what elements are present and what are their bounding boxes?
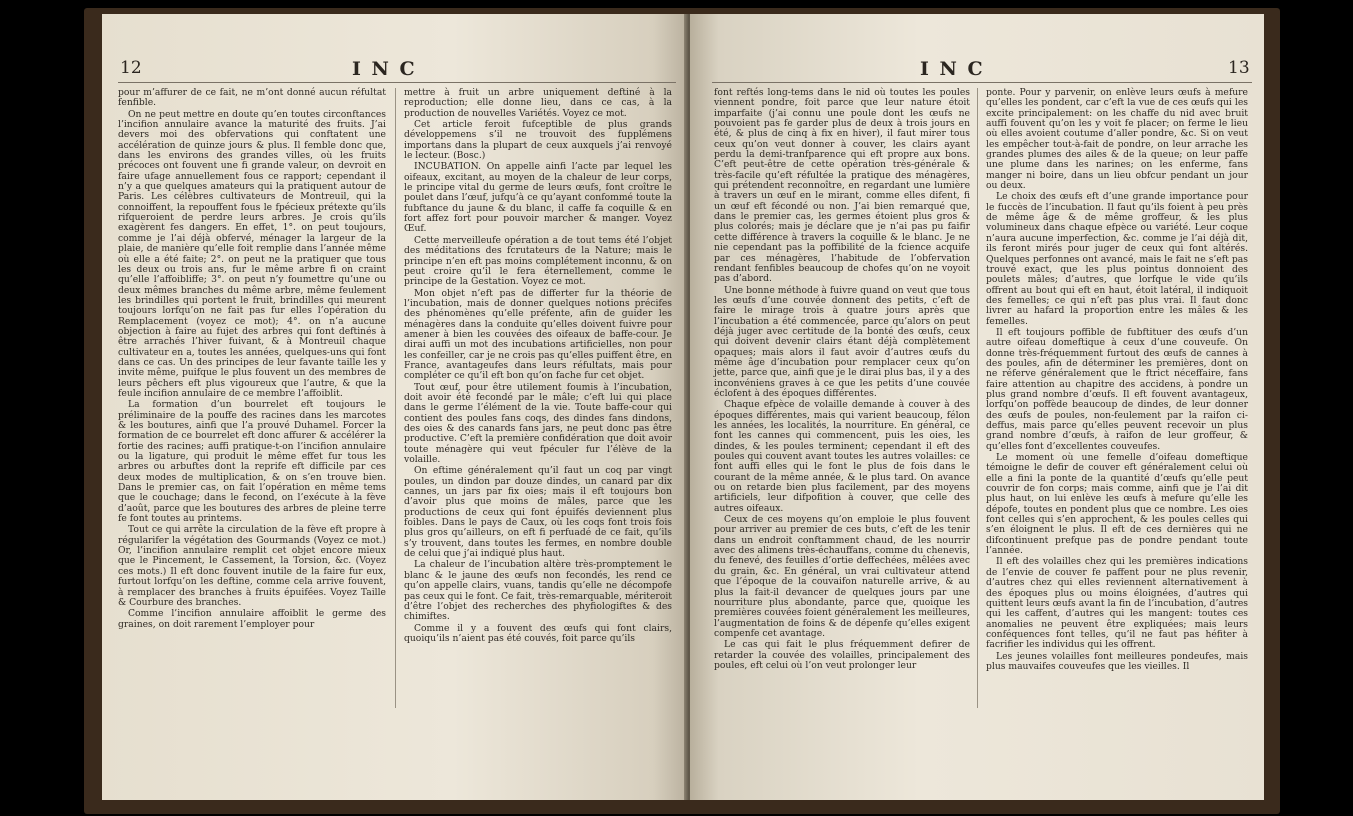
paragraph: Tout œuf, pour être utilement foumis à l’incubation, doit avoir été fecondé par le mâle; c’eft lui qui place dans le germe l’élément de la vie. Toute baffe-cour qui contient des poules fans coqs, des dindes fans dindons, des oies & des canards fans jars, ne peut donc pas être productive. C’eft la première confidération que doit avoir toute ménagère qui veut fpéculer fur l’élève de la volaille. [404,381,672,466]
paragraph: Tout ce qui arrête la circulation de la fève eft propre à régularifer la végétation des Gourmands (Voyez ce mot.) Or, l’incifion annulaire remplit cet objet encore mieux que le Pincement, le Cassement, la Torsion, &c. (Voyez ces mots.) Il eft donc fouvent inutile de la faire fur eux, furtout lorfqu’on les deftine, comme cela arrive fouvent, à remplacer des branches à fruits épuifées. Voyez Taille & Courbure des branches. [118,524,386,608]
paragraph: Ceux de ces moyens qu’on emploie le plus fouvent pour arriver au premier de ces buts, c’eft de les tenir dans un endroit conftamment chaud, de les nourrir avec des alimens très-échauffans, comme du chenevis, du fenevé, des feuilles d’ortie deffechées, mêlées avec du grain, &c. En général, un vrai cultivateur attend que l’époque de la couvaifon naturelle arrive, & au plus la fait-il devancer de quelques jours par une nourriture plus abondante, parce que, quoique les premières couvées foient généralement les meilleures, l’augmentation de foins & de dépenfe qu’elles exigent compenfe cet avantage. [714,514,970,639]
left-header-rule [118,82,676,83]
paragraph: Comme il y a fouvent des œufs qui font clairs, quoiqu’ils n’aient pas été couvés, foit parce qu’ils [404,622,672,644]
paragraph: On eftime généralement qu’il faut un coq par vingt poules, un dindon par douze dindes, un canard par dix cannes, un jars par fix oies; mais il eft toujours bon d’avoir plus que moins de mâles, parce que les productions de ceux qui font épuifés deviennent plus foibles. Dans le pays de Caux, où les coqs font trois fois plus gros qu’ailleurs, on eft fi perfuadé de ce fait, qu’ils s’y trouvent, dans toutes les fermes, en nombre double de celui que j’ai indiqué plus haut. [404,465,672,560]
paragraph: Comme l’incifion annulaire affoiblit le germe des graines, on doit rarement l’employer pour [118,608,386,630]
left-column-divider [395,88,396,708]
paragraph: pour m’affurer de ce fait, ne m’ont donné aucun réfultat fenfible. [118,87,386,109]
paragraph: La formation d’un bourrelet eft toujours le préliminaire de la pouffe des racines dans les marcotes & les boutures, ainfi que l’a prouvé Duhamel. Forcer la formation de ce bourrelet eft donc affurer & accélérer la fortie des racines; auffi pratique-t-on l’incifion annulaire ou la ligature, qui produit le même effet fur tous les arbres ou arbuftes dont la reprife eft difficile par ces deux modes de multiplication, & on s’en trouve bien. Dans le premier cas, on fait l’opération en même tems que le couchage; dans le fecond, on l’exécute à la fève d’août, parce que les boutures des arbres de pleine terre fe font toutes au printems. [118,399,386,525]
paragraph: Il eft toujours poffible de fubftituer des œufs d’un autre oifeau domeftique à ceux d’une couveufe. On donne très-fréquemment furtout des œufs de cannes à des poules, afin de déterminer les premières, dont on ne réferve généralement que le ftrict néceffaire, fans faire attention au chapitre des accidens, à pondre un plus grand nombre d’œufs. Il eft fouvent avantageux, lorfqu’on poffède beaucoup de dindes, de leur donner des œufs de poules, non-feulement par la raifon ci-deffus, mais parce qu’elles peuvent recevoir un plus grand nombre d’œufs, à raifon de leur groffeur, & qu’elles font d’excellentes couveufes. [986,326,1248,452]
right-header-rule [712,82,1252,83]
left-column-2 [404,88,672,645]
paragraph: INCUBATION. On appelle ainfi l’acte par lequel les oifeaux, excitant, au moyen de la chaleur de leur corps, le principe vital du germe de leurs œufs, font croître le poulet dans l’œuf, jufqu’à ce qu’ayant confommé toute la fubftance du jaune & du blanc, il caffe fa coquille & en fort affez fort pour pouvoir marcher & manger. Voyez Œuf. [404,161,672,235]
paragraph: Cette merveilleufe opération a de tout tems été l’objet des méditations des fcrutateurs de la Nature; mais le principe n’en eft pas moins complétement inconnu, & on peut croire qu’il le fera éternellement, comme le principe de la Gestation. Voyez ce mot. [404,234,672,288]
right-column-1 [714,88,970,672]
paragraph: La chaleur de l’incubation altère très-promptement le blanc & le jaune des œufs non fecondés, les rend ce qu’on appelle clairs, vuans, tandis qu’elle ne décompofe pas ceux qui le font. Ce fait, très-remarquable, mériteroit d’être l’objet des recherches des phyfiologiftes & des chimiftes. [404,559,672,623]
left-page [102,14,688,800]
paragraph: font reftés long-tems dans le nid où toutes les poules viennent pondre, foit parce que leur nature étoit imparfaite (j’ai connu une poule dont les œufs ne pouvoient pas fe garder plus de deux à trois jours en été, & plus de cinq à fix en hiver), il faut mirer tous ceux qu’on veut donner à couver, les clairs ayant perdu la demi-tranfparence qui eft propre aux bons. C’eft peut-être de cette opération très-générale & très-facile qu’eft réfultée la pratique des ménagères, qui prétendent reconnoître, en regardant une lumière à travers un œuf en le mirant, comme elles difent, fi un œuf eft fécondé ou non. J’ai bien remarqué que, dans le premier cas, les germes étoient plus gros & plus colorés; mais je déclare que je n’ai pas pu faifir cette différence à travers la coquille & le blanc. Je ne nie cependant pas la poffibilité de la fcience acquife par ces ménagères, l’habitude de l’obfervation rendant fenfibles beaucoup de chofes qu’on ne voyoit pas d’abord. [714,87,970,285]
paragraph: Mon objet n’eft pas de differter fur la théorie de l’incubation, mais de donner quelques notions précifes des phénomènes qu’elle préfente, afin de guider les ménagères dans la conduite qu’elles doivent fuivre pour amener à bien les couvées des oifeaux de baffe-cour. Je dirai auffi un mot des incubations artificielles, non pour les confeiller, car je ne crois pas qu’elles puiffent être, en France, avantageufes dans leurs réfultats, mais pour compléter ce qu’il eft bon qu’on fache fur cet objet. [404,287,672,382]
paragraph: Le moment où une femelle d’oifeau domeftique témoigne le defir de couver eft généralement celui où elle a fini la ponte de la quantité d’œufs qu’elle peut couvrir de fon corps; mais comme, ainfi que je l’ai dit plus haut, on lui enlève les œufs à mefure qu’elle les dépofe, toutes en pondent plus que ce nombre. Les oies font celles qui s’en approchent, & les poules celles qui s’en éloignent le plus. Il eft de ces dernières qui ne difcontinuent prefque pas de pondre pendant toute l’année. [986,452,1248,557]
paragraph: Une bonne méthode à fuivre quand on veut que tous les œufs d’une couvée donnent des petits, c’eft de faire le mirage trois à quatre jours après que l’incubation a été commencée, parce qu’alors on peut déjà juger avec certitude de la bonté des œufs, ceux qui doivent devenir clairs étant déjà complètement opaques; mais alors il faut avoir d’autres œufs du même âge d’incubation pour remplacer ceux qu’on jette, parce que, ainfi que je le dirai plus bas, il y a des inconvéniens graves à ce que les petits d’une couvée éclofent à des époques différentes. [714,284,970,399]
paragraph: Les jeunes volailles font meilleures pondeufes, mais plus mauvaifes couveufes que les vieilles. Il [986,650,1248,672]
paragraph: On ne peut mettre en doute qu’en toutes circonftances l’incifion annulaire avance la maturité des fruits. J’ai devers moi des obfervations qui conftatent une accélération de quinze jours & plus. Il femble donc que, dans les environs des grandes villes, où les fruits précoces ont fouvent une fi grande valeur, on devroit en faire ufage annuellement fous ce rapport; cependant il n’y a que quelques amateurs qui la pratiquent autour de Paris. Les célèbres cultivateurs de Montreuil, qui la connoiffent, la repouffent fous le fpécieux prétexte qu’ils rifqueroient de perdre leurs arbres. Je crois qu’ils exagèrent fes dangers. En effet, 1°. on peut toujours, comme je l’ai déjà obfervé, ménager la largeur de la plaie, de manière qu’elle foit remplie dans l’année même où elle a été faite; 2°. on peut ne la pratiquer que tous les deux ou trois ans, fur le même arbre fi on craint qu’elle l’affoibliffe; 3°. on peut n’y foumettre qu’une ou deux mêmes branches du même arbre, même feulement les brindilles qui portent le fruit, brindilles qui meurent toujours lorfqu’on ne fait pas fur elles l’opération du Remplacement (voyez ce mot); 4°. on n’a aucune objection à faire au fujet des arbres qui font deftinés à être arrachés l’hiver fuivant, & à Montreuil chaque cultivateur en a, toutes les années, quelques-uns qui font dans ce cas. Un des principes de leur favante taille les y invite même, puifque le plus fouvent un des membres de leurs pêchers eft plus vigoureux que l’autre, & que la feule incifion annulaire de ce membre l’affoiblit. [118,108,386,399]
right-page-number: 13 [1228,58,1250,78]
paragraph: Cet article feroit fufceptible de plus grands développemens s’il ne trouvoit des fupplémens importans dans la plupart de ceux auxquels j’ai renvoyé le lecteur. (Bosc.) [404,119,672,162]
paragraph: ponte. Pour y parvenir, on enlève leurs œufs à mefure qu’elles les pondent, car c’eft la vue de ces œufs qui les excite principalement: on les chaffe du nid avec bruit auffi fouvent qu’on les y voit fe placer; on ferme le lieu où elles avoient coutume d’aller pondre, &c. Si on veut les empêcher tout-à-fait de pondre, on leur arrache les grandes plumes des ailes & de la queue; on leur paffe une plume dans les narines; on les enferme, fans manger ni boire, dans un lieu obfcur pendant un jour ou deux. [986,87,1248,192]
paragraph: mettre à fruit un arbre uniquement deftiné à la reproduction; elle donne lieu, dans ce cas, à la production de nouvelles Variétés. Voyez ce mot. [404,87,672,119]
paragraph: Le cas qui fait le plus fréquemment defirer de retarder la couvée des volailles, principalement des poules, eft celui où l’on veut prolonger leur [714,639,970,671]
right-running-head: I N C [920,58,985,80]
right-column-divider [977,88,978,708]
left-page-number: 12 [120,58,142,78]
right-column-2 [986,88,1248,673]
left-running-head: I N C [352,58,417,80]
paragraph: Il eft des volailles chez qui les premières indications de l’envie de couver fe paffent pour ne plus revenir, d’autres chez qui elles reviennent alternativement à des époques plus ou moins éloignées, d’autres qui quittent leurs œufs avant la fin de l’incubation, d’autres qui les caffent, d’autres qui les mangent: toutes ces anomalies ne peuvent être expliquées; mais leurs conféquences font telles, qu’il ne faut pas héfiter à facrifier les individus qui les offrent. [986,556,1248,651]
right-page [690,14,1264,800]
left-column-1 [118,88,386,631]
paragraph: Le choix des œufs eft d’une grande importance pour le fuccès de l’incubation. Il faut qu’ils foient à peu près de même âge & de même groffeur, & les plus volumineux dans chaque efpèce ou variété. Leur coque n’aura aucune imperfection, &c. comme je l’ai déjà dit, ils feront mirés pour juger de ceux qui font altérés. Quelques perfonnes ont avancé, mais le fait ne s’eft pas trouvé exact, que les plus pointus donnoient des poulets mâles; d’autres, que lorfque le vide qu’ils offrent au bout qui eft en haut, étoit latéral, il indiquoit des femelles; ce qui n’eft pas plus vrai. Il faut donc livrer au hafard la proportion entre les mâles & les femelles. [986,191,1248,327]
paragraph: Chaque efpèce de volaille demande à couver à des époques différentes, mais qui varient beaucoup, félon les années, les localités, la nourriture. En général, ce font les cannes qui commencent, puis les oies, les dindes, & les poules terminent; cependant il eft des poules qui couvent avant toutes les autres volailles: ce font auffi elles qui le font le plus de fois dans le courant de la même année, & le plus tard. On avance ou on retarde bien plus facilement, par des moyens artificiels, leur difpofition à couver, que celle des autres oifeaux. [714,399,970,514]
